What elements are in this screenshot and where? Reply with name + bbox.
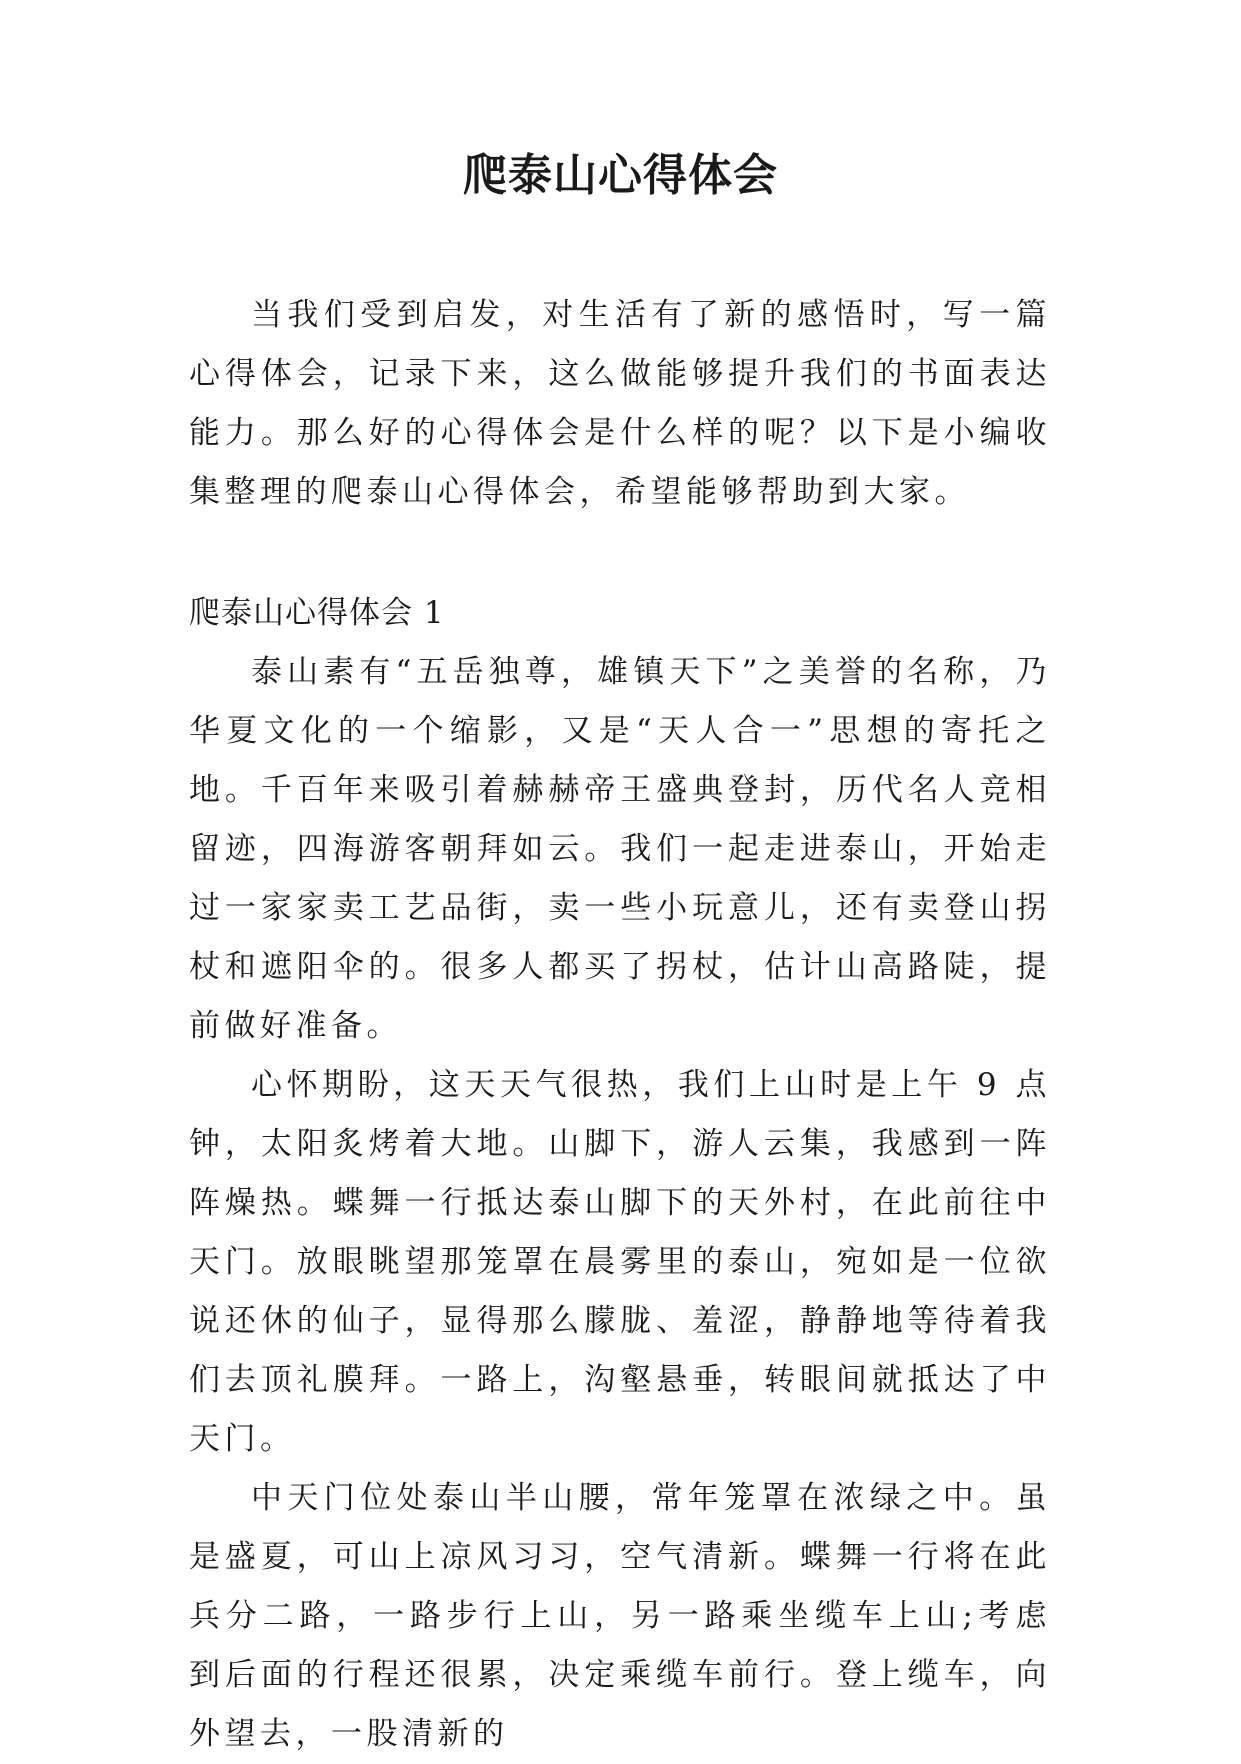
body-paragraph-3: 中天门位处泰山半山腰，常年笼罩在浓绿之中。虽是盛夏，可山上凉风习习，空气清新。蝶舞一行将在此兵分二路，一路步行上山，另一路乘坐缆车上山;考虑到后面的行程还很累，决定乘缆车前行。登上缆车，向外望去，一股清新的 xyxy=(189,1480,1051,1752)
intro-paragraph: 当我们受到启发，对生活有了新的感悟时，写一篇心得体会，记录下来，这么做能够提升我们的书面表达能力。那么好的心得体会是什么样的呢？以下是小编收集整理的爬泰山心得体会，希望能够帮助到大家。 xyxy=(189,297,1051,510)
section-1 xyxy=(189,584,1051,1764)
body-paragraph-2: 心怀期盼，这天天气很热，我们上山时是上午 9 点钟，太阳炙烤着大地。山脚下，游人云集，我感到一阵阵燥热。蝶舞一行抵达泰山脚下的天外村，在此前往中天门。放眼眺望那笼罩在晨雾里的泰山，宛如是一位欲说还休的仙子，显得那么朦胧、羞涩，静静地等待着我们去顶礼膜拜。一路上，沟壑悬垂，转眼间就抵达了中天门。 xyxy=(189,1067,1051,1457)
document-title: 爬泰山心得体会 xyxy=(463,150,778,201)
document-body xyxy=(189,286,1051,1764)
body-paragraph-1: 泰山素有“五岳独尊，雄镇天下”之美誉的名称，乃华夏文化的一个缩影，又是“天人合一”思想的寄托之地。千百年来吸引着赫赫帝王盛典登封，历代名人竞相留迹，四海游客朝拜如云。我们一起走进泰山，开始走过一家家卖工艺品街，卖一些小玩意儿，还有卖登山拐杖和遮阳伞的。很多人都买了拐杖，估计山高路陡，提前做好准备。 xyxy=(189,654,1051,1044)
section-heading: 爬泰山心得体会 1 xyxy=(189,595,445,631)
